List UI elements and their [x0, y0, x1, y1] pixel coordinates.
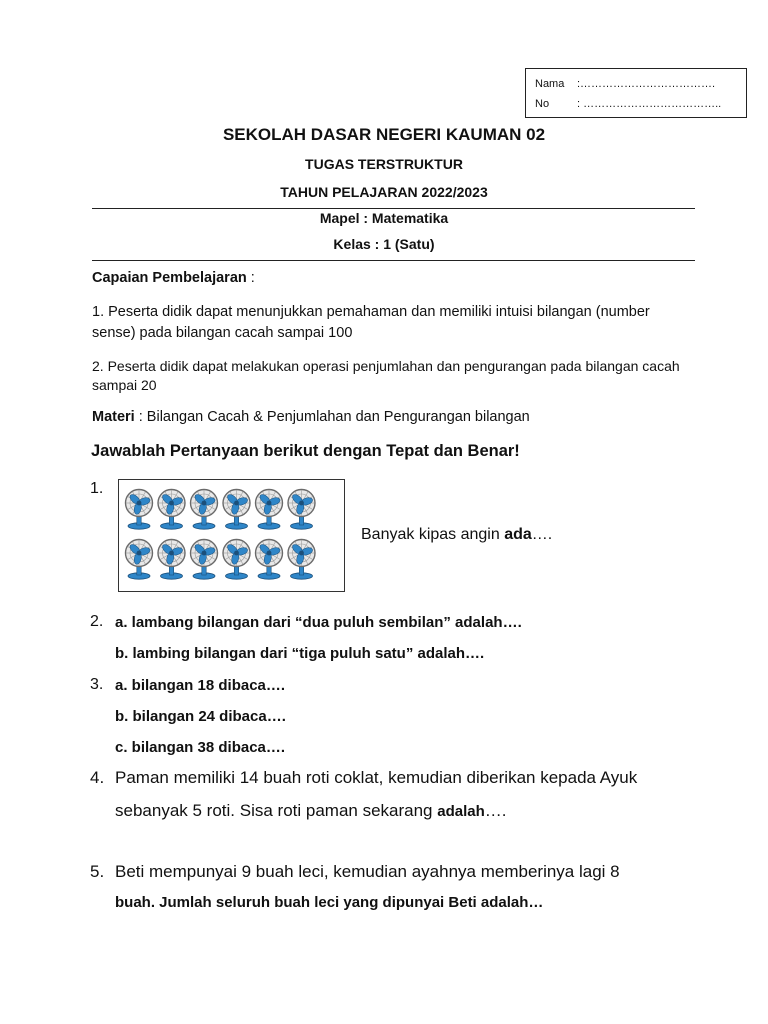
question-2-number: 2.: [90, 613, 104, 630]
name-row: [535, 74, 746, 94]
question-1-text-end: ….: [531, 526, 553, 543]
name-field[interactable]: :……………………………….: [577, 78, 716, 90]
question-1-text-main: Banyak kipas angin: [361, 526, 505, 543]
capaian-item-1-line-1: 1. Peserta didik dapat menunjukkan pemahaman dan memiliki intuisi bilangan (number: [92, 304, 650, 320]
instruction: Jawablah Pertanyaan berikut dengan Tepat dan Benar!: [91, 442, 520, 460]
question-5-line-2: buah. Jumlah seluruh buah leci yang dipunyai Beti adalah…: [115, 894, 544, 911]
capaian-heading-suffix: :: [246, 270, 255, 286]
question-4-line-2-end: ….: [484, 801, 507, 820]
capaian-item-2-line-2: sampai 20: [92, 377, 157, 393]
header-divider-top: [92, 208, 695, 209]
class-title: Kelas : 1 (Satu): [333, 236, 435, 252]
question-4-number: 4.: [90, 768, 105, 787]
electric-fan-icon: [126, 490, 153, 530]
materi-line: [92, 406, 702, 428]
question-2b: b. lambing bilangan dari “tiga puluh satu” adalah….: [115, 645, 485, 662]
number-field[interactable]: : ………………………………..: [577, 98, 722, 110]
question-1-number: 1.: [90, 480, 104, 497]
electric-fan-icon: [158, 490, 185, 530]
name-label: Nama: [535, 78, 565, 90]
capaian-heading-label: Capaian Pembelajaran: [92, 270, 247, 286]
question-3-number: 3.: [90, 676, 104, 693]
question-4-line-2: [115, 801, 507, 821]
question-1-text: [361, 526, 552, 544]
question-4-line-2-main: sebanyak 5 roti. Sisa roti paman sekarang: [115, 801, 438, 820]
task-title: TUGAS TERSTRUKTUR: [305, 156, 463, 172]
school-title: SEKOLAH DASAR NEGERI KAUMAN 02: [222, 125, 546, 144]
academic-year: TAHUN PELAJARAN 2022/2023: [280, 184, 488, 200]
question-3c: c. bilangan 38 dibaca….: [115, 739, 286, 756]
electric-fan-icon: [223, 490, 250, 530]
capaian-item-1-line-2: sense) pada bilangan cacah sampai 100: [92, 325, 353, 341]
question-5-line-1: Beti mempunyai 9 buah leci, kemudian ayahnya memberinya lagi 8: [115, 862, 620, 881]
electric-fan-icon: [191, 490, 218, 530]
question-2a: a. lambang bilangan dari “dua puluh sembilan” adalah….: [115, 614, 522, 631]
subject-title: Mapel : Matematika: [319, 210, 449, 226]
header-divider-bottom: [92, 260, 695, 261]
question-3b: b. bilangan 24 dibaca….: [115, 708, 286, 725]
electric-fan-icon: [126, 540, 153, 580]
materi-text: : Bilangan Cacah & Penjumlahan dan Pengurangan bilangan: [134, 409, 530, 425]
capaian-item-2-line-1: 2. Peserta didik dapat melakukan operasi penjumlahan dan pengurangan pada bilangan cacah: [92, 358, 680, 374]
capaian-heading: [92, 267, 702, 289]
electric-fan-icon: [191, 540, 218, 580]
electric-fan-icon: [158, 540, 185, 580]
electric-fan-icon: [288, 490, 315, 530]
student-id-box: [525, 68, 747, 118]
fan-picture-box: [118, 479, 345, 592]
number-row: [535, 94, 746, 114]
question-5-number: 5.: [90, 862, 105, 881]
question-4-line-1: Paman memiliki 14 buah roti coklat, kemudian diberikan kepada Ayuk: [115, 768, 638, 787]
electric-fan-icon: [288, 540, 315, 580]
number-label: No: [535, 98, 550, 110]
materi-label: Materi: [92, 409, 135, 425]
fan-grid: [119, 480, 346, 593]
electric-fan-icon: [223, 540, 250, 580]
question-1-text-bold: ada: [504, 526, 532, 543]
electric-fan-icon: [256, 490, 283, 530]
question-4-line-2-bold: adalah: [437, 803, 485, 820]
electric-fan-icon: [256, 540, 283, 580]
question-3a: a. bilangan 18 dibaca….: [115, 677, 286, 694]
